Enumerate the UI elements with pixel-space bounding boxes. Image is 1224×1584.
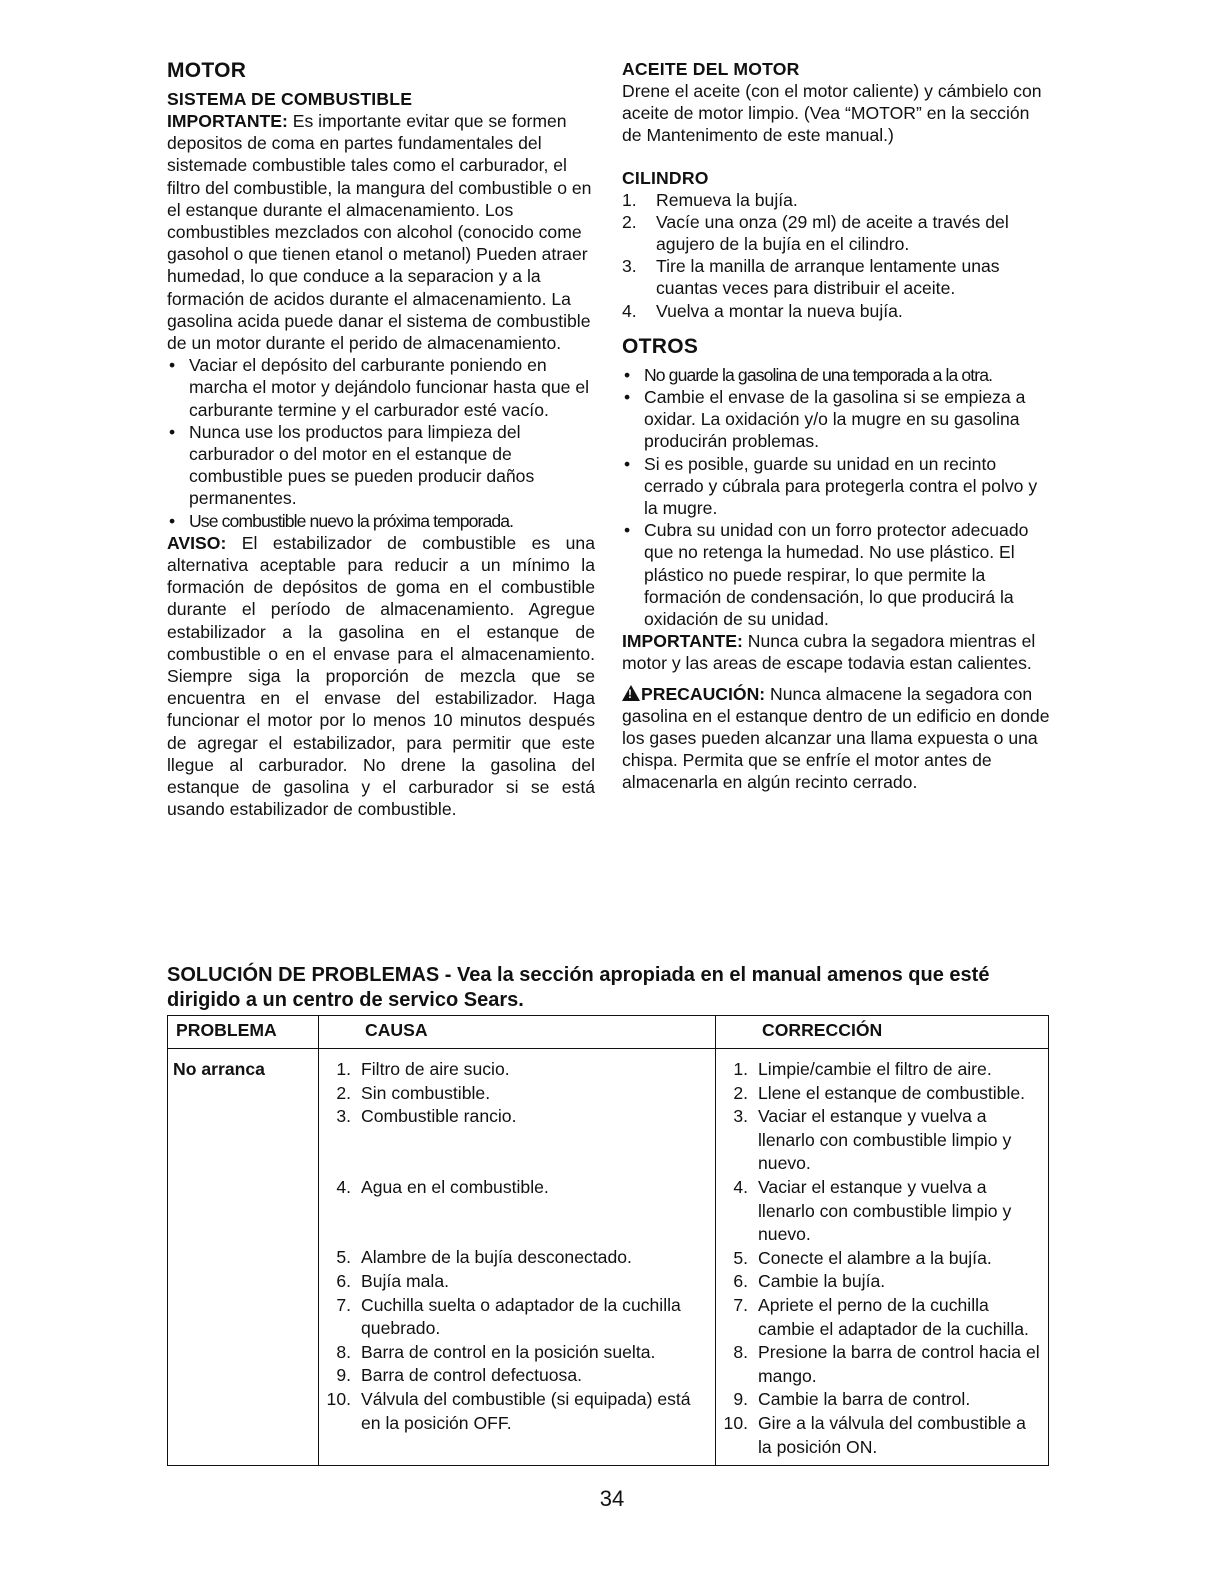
correction-item: 6. Cambie la bujía.: [733, 1271, 886, 1292]
cause-item: 4. Agua en el combustible.: [336, 1176, 549, 1197]
left-column: [167, 58, 595, 821]
cause-item: 6. Bujía mala.: [336, 1270, 450, 1291]
correction-item: 4. Vaciar el estanque y vuelva a llenarlo con combustible limpio y nuevo.: [733, 1176, 1012, 1245]
importante-label: IMPORTANTE:: [622, 631, 743, 652]
cause-item: 1. Filtro de aire sucio.: [336, 1059, 510, 1079]
correction-item: 3. Vaciar el estanque y vuelva a llenarlo con combustible limpio y nuevo.: [733, 1106, 1012, 1174]
correction-item: 1. Limpie/cambie el filtro de aire.: [733, 1059, 992, 1079]
correction-item: 10. Gire a la válvula del combustible a la posición ON.: [723, 1412, 1026, 1457]
list-item: • No guarde la gasolina de una temporada a la otra.: [622, 364, 1052, 386]
list-item: • Si es posible, guarde su unidad en un recinto cerrado y cúbrala para protegerla contra el polvo y la mugre.: [622, 453, 1052, 520]
list-item: • Vaciar el depósito del carburante poniendo en marcha el motor y dejándolo funcionar hasta que el carburante termine y el carburador esté vacío.: [167, 354, 595, 421]
cause-item: 10. Válvula del combustible (si equipada) está en la posición OFF.: [326, 1388, 691, 1433]
troubleshooting-title: SOLUCIÓN DE PROBLEMAS - Vea la sección apropiada en el manual amenos que esté dirigido a un centro de servico Sears.: [167, 964, 990, 1011]
correction-item: 7. Apriete el perno de la cuchilla cambie el adaptador de la cuchilla.: [733, 1294, 1029, 1339]
page-number: 34: [599, 1486, 625, 1511]
cause-item: 9. Barra de control defectuosa.: [336, 1365, 583, 1386]
cause-item: 2. Sin combustible.: [336, 1082, 491, 1103]
correction-item: 8. Presione la barra de control hacia el mango.: [733, 1342, 1040, 1386]
list-item: 4. Vuelva a montar la nueva bujía.: [622, 300, 903, 321]
cylinder-steps: [622, 189, 1052, 322]
precaucion-label: PRECAUCIÓN:: [641, 683, 766, 704]
cause-item: 5. Alambre de la bujía desconectado.: [336, 1247, 632, 1268]
otros-heading: OTROS: [622, 334, 699, 358]
oil-heading: ACEITE DEL MOTOR: [622, 59, 800, 79]
list-item: • Cubra su unidad con un forro protector adecuado que no retenga la humedad. No use plástico. El plástico no puede respirar, lo que permite la formación de condensación, lo que producirá la oxidación de su unidad.: [622, 519, 1052, 630]
list-item: 3. Tire la manilla de arranque lentamente unas cuantas veces para distribuir el aceite.: [622, 256, 1000, 299]
troubleshooting-table: [167, 1015, 1049, 1466]
otros-bullet-list: [622, 364, 1052, 630]
list-item: • Nunca use los productos para limpieza del carburador o del motor en el estanque de combustible pues se pueden producir daños permanentes.: [167, 421, 595, 510]
cause-item: 3. Combustible rancio.: [336, 1106, 517, 1127]
correction-item: 9. Cambie la barra de control.: [733, 1389, 971, 1410]
causes-cell: [319, 1049, 716, 1466]
list-item: 2. Vacíe una onza (29 ml) de aceite a través del agujero de la bujía en el cilindro.: [622, 211, 1009, 255]
list-item: • Cambie el envase de la gasolina si se empieza a oxidar. La oxidación y/o la mugre en su gasolina producirán problemas.: [622, 386, 1052, 453]
oil-paragraph: Drene el aceite (con el motor caliente) y cámbielo con aceite de motor limpio. (Vea “MOTOR” en la sección de Mantenimento de este manual.): [622, 81, 1042, 146]
fuel-system-heading: SISTEMA DE COMBUSTIBLE: [167, 89, 413, 109]
fuel-bullet-list: [167, 354, 595, 532]
header-causa: CAUSA: [319, 1016, 716, 1049]
correction-item: 2. Llene el estanque de combustible.: [733, 1082, 1026, 1103]
problem-cell: No arranca: [168, 1049, 319, 1466]
importante-label: IMPORTANTE:: [167, 111, 288, 131]
importante-text: Es importante evitar que se formen depositos de coma en partes fundamentales del sistemade combustible tales como el carburador, el filtro del combustible, la mangura del combustible o en el estanque durante el almacenamiento. Los combustibles mezclados con alcohol (conocido come gasohol o que tienen etanol o metanol) Pueden atraer humedad, lo que conduce a la separacion y a la formación de acidos durante el almacenamiento. La gasolina acida puede danar el sistema de combustible de un motor durante el perido de almacenamiento.: [167, 111, 592, 354]
right-column: [622, 58, 1052, 794]
header-problema: PROBLEMA: [168, 1016, 319, 1049]
table-header-row: [168, 1016, 1049, 1049]
header-correccion: CORRECCIÓN: [716, 1016, 1049, 1049]
importante-paragraph: [167, 110, 595, 354]
list-item: 1. Remueva la bujía.: [622, 189, 798, 210]
cause-item: 8. Barra de control en la posición suelta.: [336, 1341, 656, 1362]
warning-triangle-icon: [622, 685, 640, 701]
precaucion-note: !PRECAUCIÓN: Nunca almacene la segadora con gasolina en el estanque dentro de un edificio en donde los gases pueden alcanzar una llama expuesta o una chispa. Permita que se enfríe el motor antes de almacenarla en algún recinto cerrado.: [622, 683, 1052, 794]
aviso-label: AVISO:: [167, 532, 227, 553]
corrections-cell: [716, 1049, 1049, 1466]
list-item: • Use combustible nuevo la próxima temporada.: [167, 510, 595, 532]
aviso-paragraph: [167, 532, 595, 821]
aviso-text: El estabilizador de combustible es una alternativa aceptable para reducir a un mínimo la formación de depósitos de goma en el combustible durante el período de almacenamiento. Agregue estabilizador a la gasolina en el estanque de combustible o en el envase para el almacenamiento. Siempre siga la proporción de mezcla que se encuentra en el envase del estabilizador. Haga funcionar el motor por lo menos 10 minutos después de agregar el estabilizador, para permitir que este llegue al carburador. No drene la gasolina del estanque de gasolina y el carburador si se está usando estabilizador de combustible.: [167, 532, 595, 820]
cause-item: 7. Cuchilla suelta o adaptador de la cuchilla quebrado.: [336, 1294, 681, 1339]
motor-heading: MOTOR: [167, 59, 247, 82]
table-row: [168, 1049, 1049, 1466]
correction-item: 5. Conecte el alambre a la bujía.: [733, 1247, 992, 1268]
cylinder-heading: CILINDRO: [622, 167, 709, 188]
importante-note: IMPORTANTE: Nunca cubra la segadora mientras el motor y las areas de escape todavia estan calientes.: [622, 631, 1036, 674]
